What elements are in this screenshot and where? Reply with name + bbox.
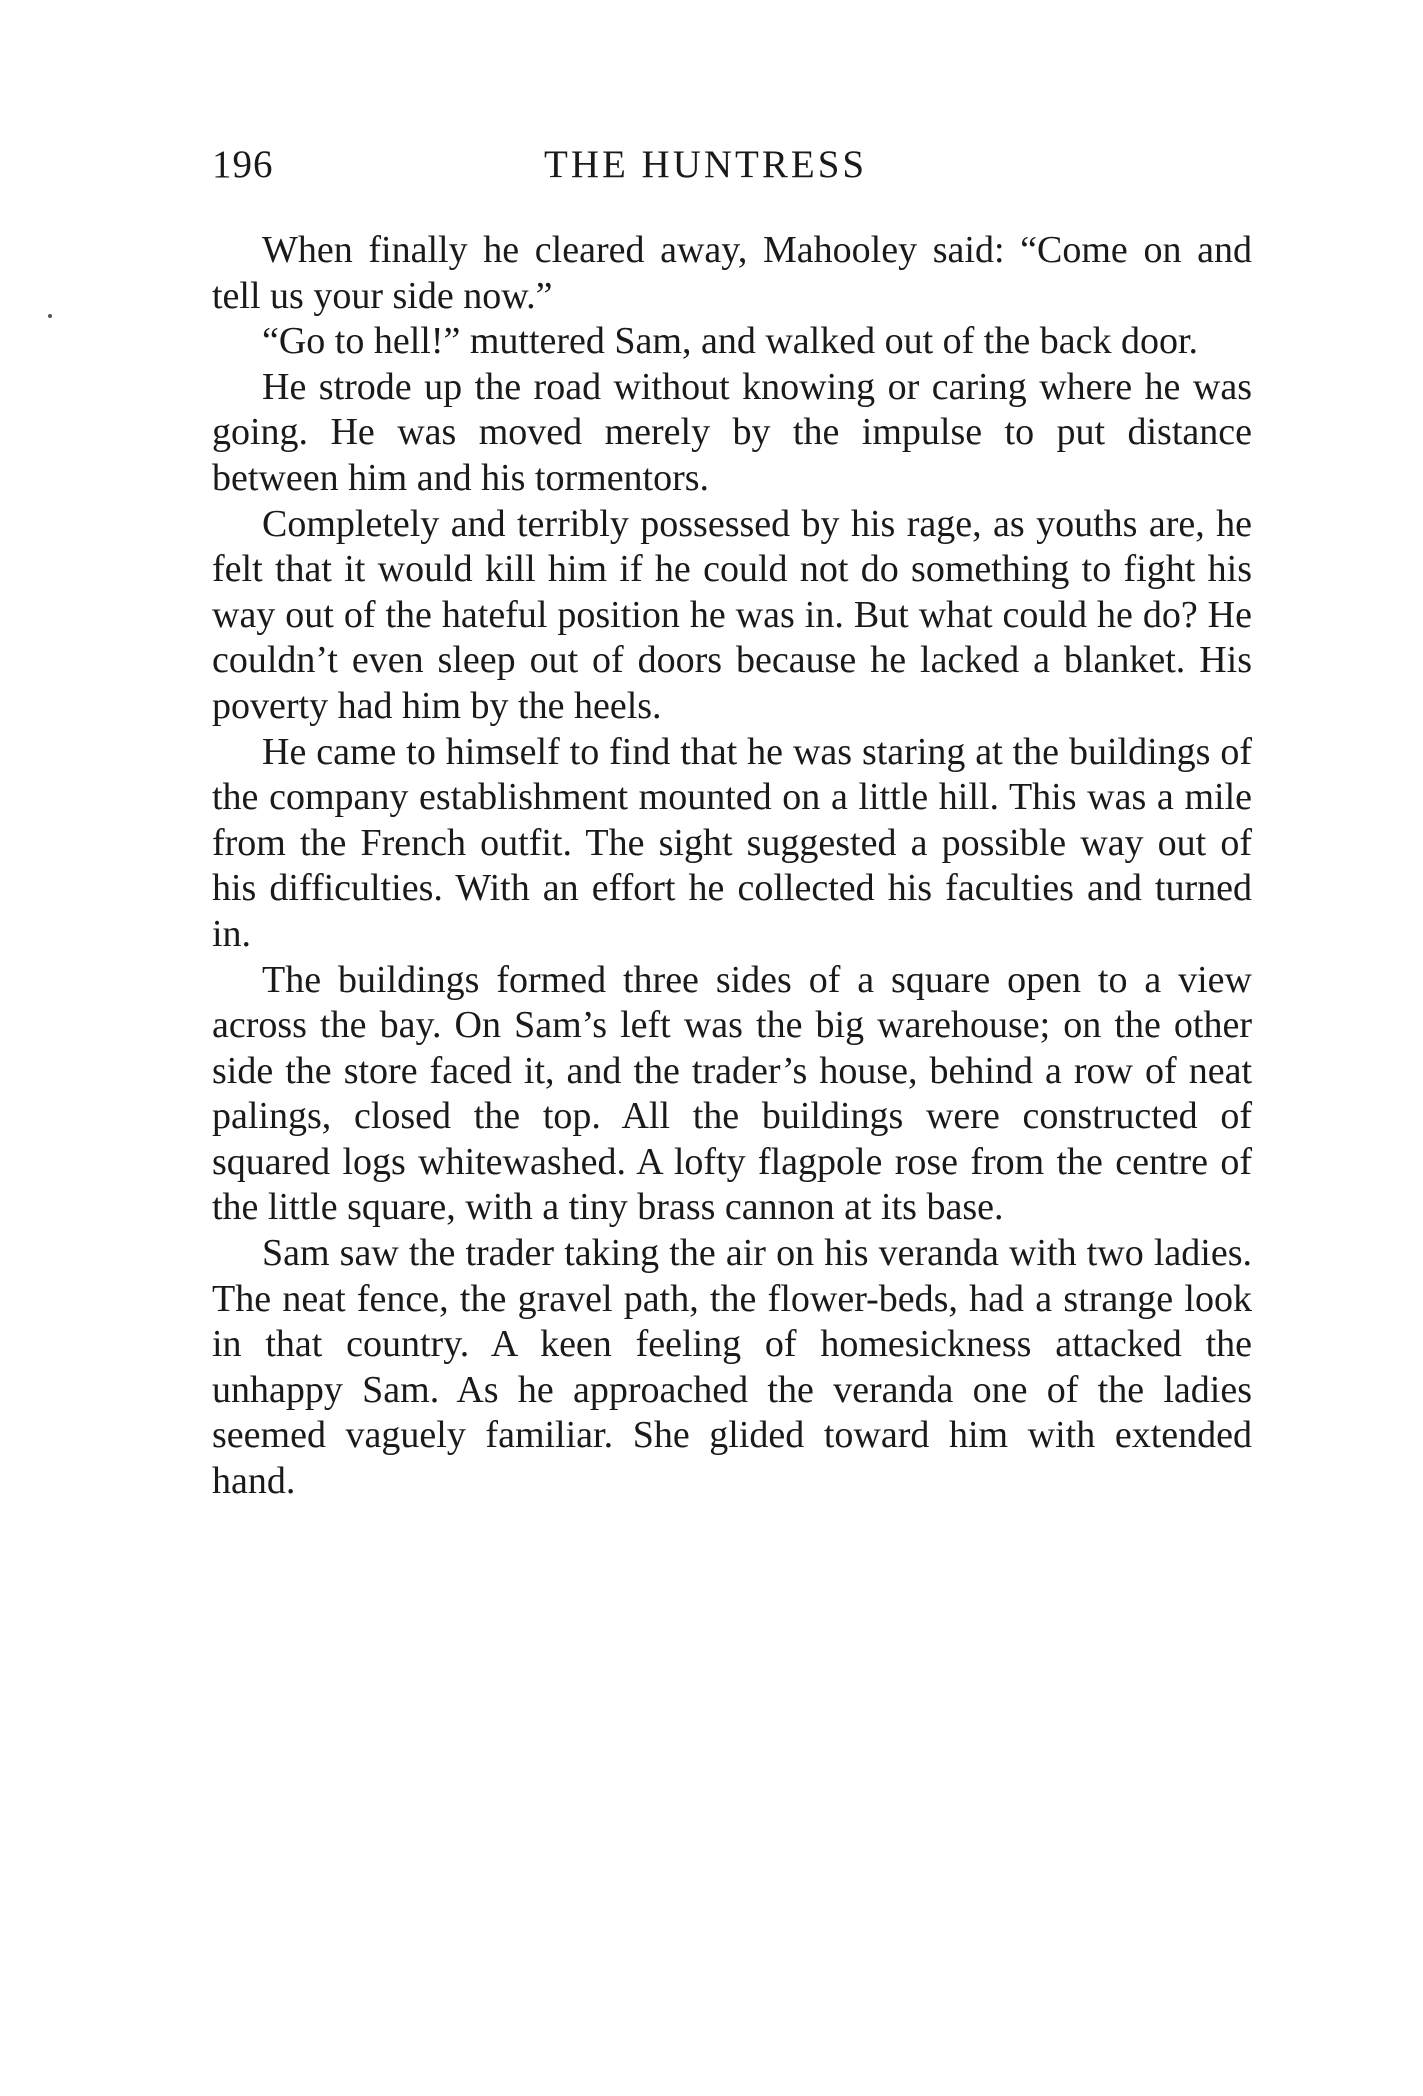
running-title: THE HUNTRESS	[544, 143, 868, 186]
paragraph-7: Sam saw the trader taking the air on his veranda with two ladies. The neat fence, the gravel path, the flower-beds, had a strange look in that country. A keen feeling of homesickness attacked the unhappy Sam. As he approached the veranda one of the ladies seemed vaguely familiar. She glided toward him with extended hand.	[212, 1232, 1252, 1503]
running-head	[212, 142, 1252, 202]
paragraph-3: He strode up the road without knowing or caring where he was going. He was moved merely by the impulse to put distance between him and his tormentors.	[212, 365, 1252, 499]
paragraph-5: He came to himself to find that he was staring at the buildings of the company establishment mounted on a little hill. This was a mile from the French outfit. The sight suggested a possible way out of his difficulties. With an effort he collected his faculties and turned in.	[212, 730, 1252, 955]
page-number: 196	[212, 143, 274, 186]
body-text	[212, 228, 1252, 1505]
print-speck	[48, 314, 52, 318]
paragraph-6: The buildings formed three sides of a square open to a view across the bay. On Sam’s left was the big warehouse; on the other side the store faced it, and the trader’s house, behind a row of neat palings, closed the top. All the buildings were constructed of squared logs whitewashed. A lofty flagpole rose from the centre of the little square, with a tiny brass cannon at its base.	[212, 958, 1252, 1229]
paragraph-2: “Go to hell!” muttered Sam, and walked out of the back door.	[262, 320, 1199, 363]
paragraph-1: When finally he cleared away, Mahooley said: “Come on and tell us your side now.”	[212, 229, 1252, 317]
paragraph-4: Completely and terribly possessed by his rage, as youths are, he felt that it would kill him if he could not do something to fight his way out of the hateful position he was in. But what could he do? He couldn’t even sleep out of doors because he lacked a blanket. His poverty had him by the heels.	[212, 502, 1252, 727]
